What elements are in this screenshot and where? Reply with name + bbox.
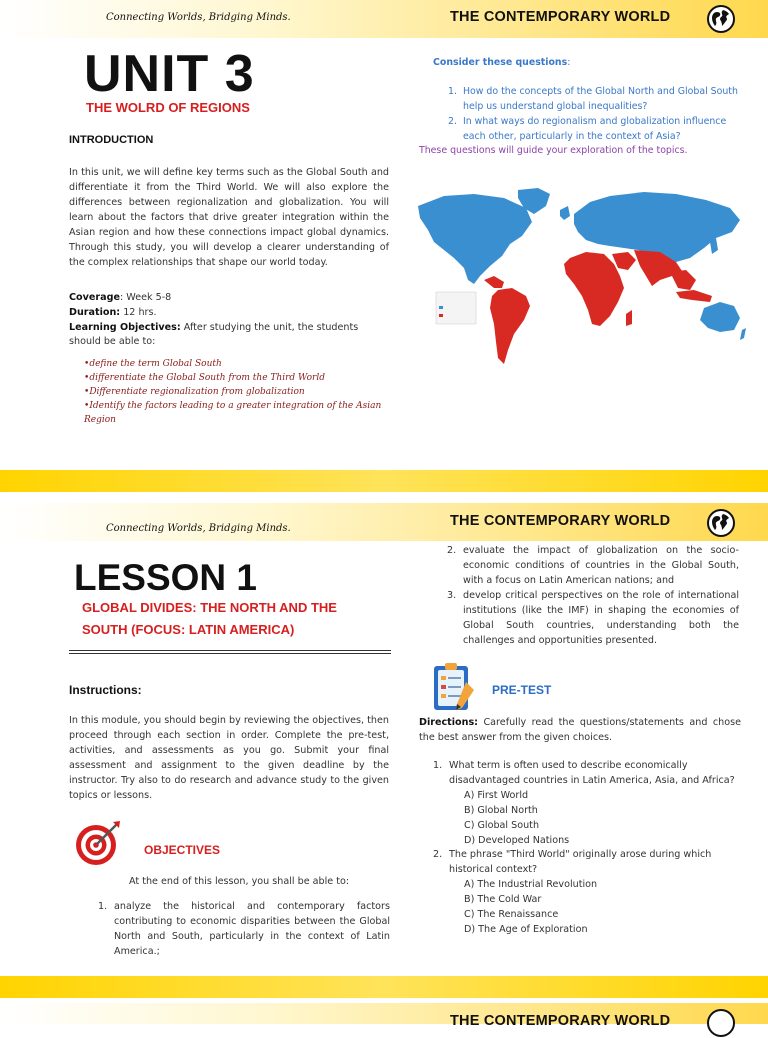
divider xyxy=(69,650,391,651)
world-map xyxy=(414,184,751,374)
lesson-objectives-list-continued xyxy=(447,543,739,648)
list-item: 1. analyze the historical and contemporary factors contributing to economic disparities between the Global North and South, particularly in the context of Latin America.; xyxy=(98,901,390,957)
objectives-label: OBJECTIVES xyxy=(144,843,221,857)
globe-icon xyxy=(706,4,736,34)
introduction-text: In this unit, we will define key terms such as the Global South and differentiate it from the Third World. We will also explore the differences between regionalization and globalization. You will learn about the factors that drive greater integration within the Asian region and how these connections impact global dynamics. Through this study, you will develop a clearer understanding of the complex relationships that shape our world today. xyxy=(69,167,389,268)
list-item: 2. In what ways do regionalism and globalization influence each other, particularly in the context of Asia? xyxy=(448,116,727,142)
coverage-value: : Week 5-8 xyxy=(119,292,172,303)
unit-objectives-list xyxy=(84,357,404,427)
answer-option[interactable]: D) The Age of Exploration xyxy=(464,924,588,935)
answer-option[interactable]: C) Global South xyxy=(464,820,540,831)
answer-option[interactable]: A) The Industrial Revolution xyxy=(464,879,598,890)
page-next xyxy=(0,1003,768,1029)
lesson-title: LESSON 1 xyxy=(74,557,257,598)
introduction-heading: INTRODUCTION xyxy=(69,134,154,146)
map-legend xyxy=(436,292,476,324)
instructions-heading: Instructions: xyxy=(69,683,142,697)
header-brand: THE CONTEMPORARY WORLD xyxy=(450,9,671,25)
header-tagline: Connecting Worlds, Bridging Minds. xyxy=(106,523,291,534)
answer-option[interactable]: D) Developed Nations xyxy=(464,835,570,846)
coverage-label: Coverage xyxy=(69,292,120,303)
duration-label: Duration: xyxy=(69,307,121,318)
page-header xyxy=(0,503,768,541)
checklist-icon xyxy=(430,662,478,714)
list-item: •Identify the factors leading to a greater integration of the Asian Region xyxy=(84,401,382,425)
duration-value: 12 hrs. xyxy=(120,307,157,318)
unit-title: UNIT 3 xyxy=(84,45,255,103)
learning-objectives-value: After studying the unit, the students should be able to: xyxy=(69,322,359,347)
globe-icon xyxy=(706,508,736,538)
pretest-question-2 xyxy=(433,847,741,937)
page-header xyxy=(0,1003,768,1029)
page-unit-3 xyxy=(0,0,768,470)
coverage-line xyxy=(69,291,171,305)
directions-text: Directions: Carefully read the questions/statements and chose the best answer from the given choices. xyxy=(419,717,741,743)
page-gap xyxy=(0,492,768,503)
list-item: •Differentiate regionalization from globalization xyxy=(84,387,305,397)
answer-option[interactable]: C) The Renaissance xyxy=(464,909,559,920)
page-footer-bar xyxy=(0,976,768,998)
list-item: •define the term Global South xyxy=(84,359,222,369)
header-tagline: Connecting Worlds, Bridging Minds. xyxy=(106,12,291,23)
lesson-objectives-list xyxy=(98,899,390,959)
questions-heading: Consider these questions: xyxy=(433,57,571,68)
target-icon xyxy=(73,818,123,868)
list-item: 3. develop critical perspectives on the role of international institutions (like the IMF) in shaping the economies of Global South countries, understanding both the challenges and opportunities presented. xyxy=(447,590,739,646)
list-item: •differentiate the Global South from the Third World xyxy=(84,373,325,383)
pretest-label: PRE-TEST xyxy=(492,683,552,697)
directions-label: Directions: xyxy=(419,717,479,728)
learning-objectives-label: Learning Objectives: xyxy=(69,322,181,333)
questions-note: These questions will guide your exploration of the topics. xyxy=(419,145,688,156)
divider xyxy=(69,653,391,654)
learning-objectives-line xyxy=(69,321,389,349)
list-item: 1. How do the concepts of the Global North and Global South help us understand global inequalities? xyxy=(448,86,738,112)
page-footer-bar xyxy=(0,470,768,492)
map-global-south xyxy=(484,250,712,364)
instructions-text: In this module, you should begin by reviewing the objectives, then proceed through each section in order. Complete the pre-test, activities, and assessments as you go. Submit your final assessment and assignment to the given deadline by the instructor. Try also to do research and advance study to the given topics or lessons. xyxy=(69,715,389,801)
page-header xyxy=(0,0,768,38)
answer-option[interactable]: B) Global North xyxy=(464,805,538,816)
header-brand: THE CONTEMPORARY WORLD xyxy=(450,1013,671,1029)
objectives-intro: At the end of this lesson, you shall be able to: xyxy=(129,876,350,887)
header-brand: THE CONTEMPORARY WORLD xyxy=(450,513,671,529)
list-item: 1. What term is often used to describe economically disadvantaged countries in Latin America, Asia, and Africa? A) First World B) Global North C) Global South D) Developed Nations xyxy=(433,758,741,848)
answer-option[interactable]: A) First World xyxy=(464,790,529,801)
answer-option[interactable]: B) The Cold War xyxy=(464,894,542,905)
lesson-subtitle: GLOBAL DIVIDES: THE NORTH AND THE SOUTH (FOCUS: LATIN AMERICA) xyxy=(82,600,337,637)
questions-list xyxy=(448,84,740,144)
pretest-question-1 xyxy=(433,758,741,848)
duration-line xyxy=(69,306,157,320)
list-item: 2. evaluate the impact of globalization on the socio-economic conditions of countries in the Global South, with a focus on Latin American nations; and xyxy=(447,545,739,586)
list-item: 2. The phrase "Third World" originally arose during which historical context? A) The Industrial Revolution B) The Cold War C) The Renaissance D) The Age of Exploration xyxy=(433,847,741,937)
globe-icon xyxy=(706,1008,736,1038)
unit-subtitle: THE WOLRD OF REGIONS xyxy=(86,100,250,115)
